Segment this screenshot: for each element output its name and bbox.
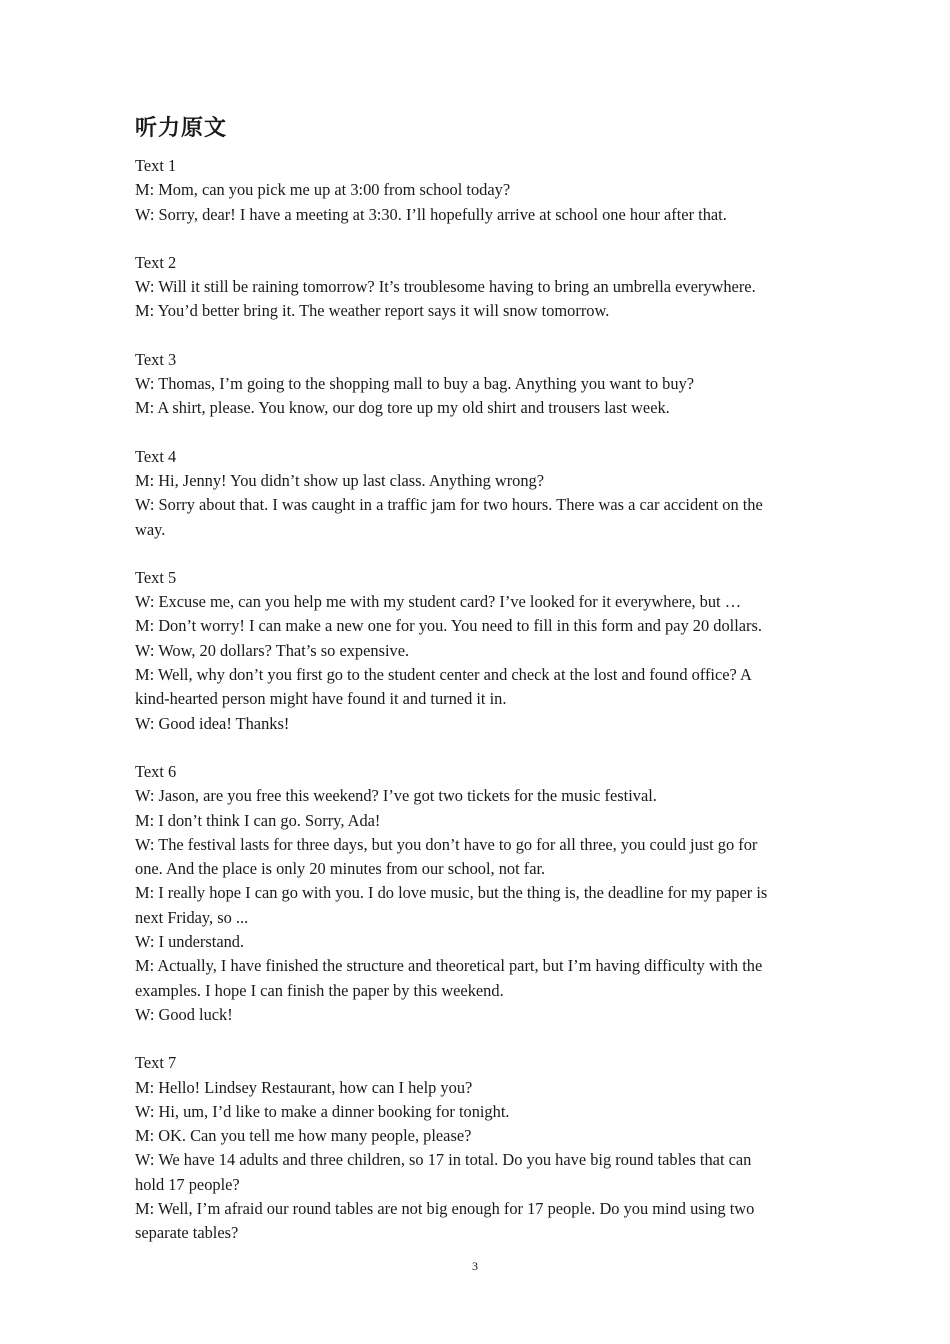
- transcript-section: [135, 566, 825, 736]
- dialogue-line: separate tables?: [135, 1223, 239, 1243]
- dialogue-line: M: Actually, I have finished the structure and theoretical part, but I’m having difficulty with the: [135, 956, 763, 976]
- transcript-section: [135, 251, 825, 324]
- dialogue-line: M: Don’t worry! I can make a new one for you. You need to fill in this form and pay 20 dollars.: [135, 616, 762, 636]
- dialogue-line: kind-hearted person might have found it and turned it in.: [135, 689, 507, 709]
- transcript-sections: [135, 154, 825, 1246]
- dialogue-line: hold 17 people?: [135, 1174, 240, 1194]
- dialogue-line: W: Hi, um, I’d like to make a dinner booking for tonight.: [135, 1101, 510, 1121]
- dialogue-line: M: You’d better bring it. The weather report says it will snow tomorrow.: [135, 301, 610, 321]
- dialogue-line: W: Excuse me, can you help me with my student card? I’ve looked for it everywhere, but …: [135, 592, 742, 612]
- dialogue-line: W: Will it still be raining tomorrow? It’s troublesome having to bring an umbrella everywhere.: [135, 277, 756, 297]
- dialogue-line: W: The festival lasts for three days, but you don’t have to go for all three, you could just go for: [135, 834, 758, 854]
- section-title: Text 1: [135, 156, 177, 175]
- transcript-section: [135, 1051, 825, 1245]
- dialogue-line: W: Jason, are you free this weekend? I’ve got two tickets for the music festival.: [135, 786, 657, 806]
- dialogue-line: M: I don’t think I can go. Sorry, Ada!: [135, 810, 381, 830]
- dialogue-line: M: I really hope I can go with you. I do love music, but the thing is, the deadline for my paper is: [135, 883, 768, 903]
- dialogue-line: one. And the place is only 20 minutes from our school, not far.: [135, 859, 546, 879]
- transcript-section: [135, 348, 825, 421]
- dialogue-line: W: I understand.: [135, 932, 245, 952]
- dialogue-line: W: Good luck!: [135, 1004, 233, 1024]
- dialogue-line: examples. I hope I can finish the paper by this weekend.: [135, 980, 504, 1000]
- section-title: Text 5: [135, 567, 177, 587]
- dialogue-line: next Friday, so ...: [135, 907, 249, 927]
- dialogue-line: way.: [135, 519, 166, 539]
- dialogue-line: M: OK. Can you tell me how many people, please?: [135, 1126, 472, 1146]
- transcript-section: [135, 445, 825, 542]
- section-title: Text 7: [135, 1053, 177, 1073]
- dialogue-line: M: Well, why don’t you first go to the student center and check at the lost and found office? A: [135, 665, 752, 685]
- section-title: Text 6: [135, 761, 177, 781]
- dialogue-line: M: Hi, Jenny! You didn’t show up last class. Anything wrong?: [135, 470, 545, 490]
- dialogue-line: W: Sorry about that. I was caught in a traffic jam for two hours. There was a car accident on the: [135, 495, 763, 515]
- transcript-section: [135, 154, 825, 227]
- dialogue-line: M: Hello! Lindsey Restaurant, how can I help you?: [135, 1077, 473, 1097]
- page-number: 3: [472, 1259, 478, 1273]
- dialogue-line: W: Thomas, I’m going to the shopping mall to buy a bag. Anything you want to buy?: [135, 374, 695, 394]
- dialogue-line: W: We have 14 adults and three children, so 17 in total. Do you have big round tables that can: [135, 1150, 752, 1170]
- dialogue-line: W: Wow, 20 dollars? That’s so expensive.: [135, 640, 410, 660]
- section-title: Text 3: [135, 349, 177, 369]
- dialogue-line: W: Sorry, dear! I have a meeting at 3:30. I’ll hopefully arrive at school one hour after that.: [135, 204, 727, 224]
- transcript-section: [135, 760, 825, 1027]
- dialogue-line: M: A shirt, please. You know, our dog tore up my old shirt and trousers last week.: [135, 398, 670, 418]
- document-page: [135, 112, 825, 1270]
- page-heading: 听力原文: [135, 116, 228, 141]
- dialogue-line: W: Good idea! Thanks!: [135, 713, 290, 733]
- dialogue-line: M: Mom, can you pick me up at 3:00 from school today?: [135, 180, 511, 200]
- dialogue-line: M: Well, I’m afraid our round tables are not big enough for 17 people. Do you mind using two: [135, 1198, 755, 1218]
- section-title: Text 2: [135, 252, 177, 272]
- section-title: Text 4: [135, 446, 177, 466]
